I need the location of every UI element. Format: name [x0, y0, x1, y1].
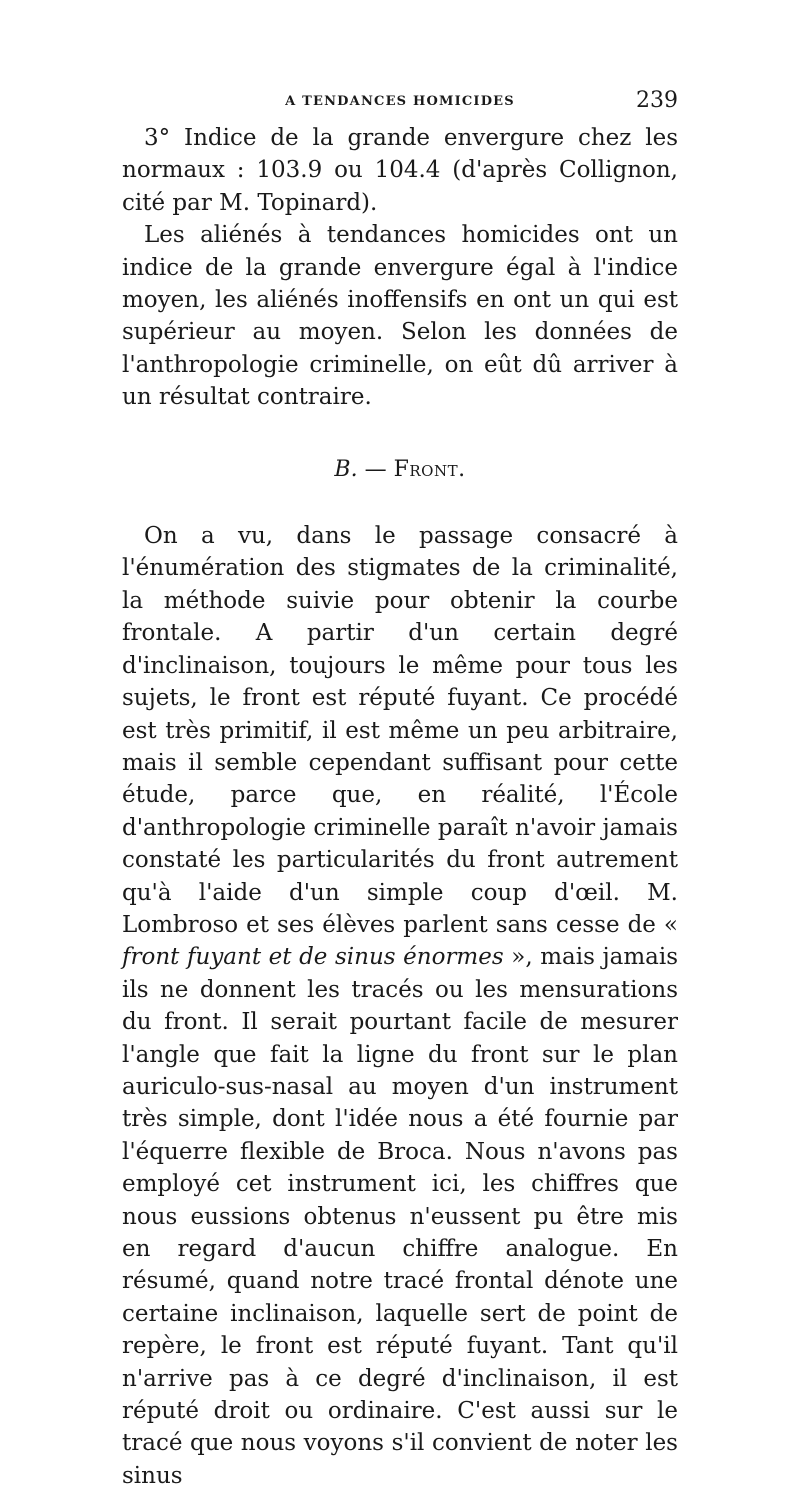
paragraph-front-part1: On a vu, dans le passage consacré à l'énumération des stigmates de la criminalité, la méthode suivie pour obtenir la courbe frontale. A partir d'un certain degré d'inclinaison, toujours le même pour tous les sujets, le front est réputé fuyant. Ce procédé est très primitif, il est même un peu arbitraire, mais il semble cependant suffisant pour cette étude, parce que, en réalité, l'École d'anthropologie criminelle paraît n'avoir jamais constaté les particularités du front autrement qu'à l'aide d'un simple coup d'œil. M. Lombroso et ses élèves parlent sans cesse de «	[122, 523, 678, 938]
running-title: A TENDANCES HOMICIDES	[285, 94, 515, 109]
page-number: 239	[636, 88, 678, 113]
running-head	[122, 88, 678, 118]
paragraph-front	[122, 520, 678, 1492]
paragraph-normal-index: 3° Indice de la grande envergure chez les normaux : 103.9 ou 104.4 (d'après Collignon, cité par M. Topinard).	[122, 125, 678, 216]
body-text	[122, 122, 678, 1492]
section-letter: B.	[334, 456, 358, 482]
paragraph-front-part2: », mais jamais ils ne donnent les tracés ou les mensurations du front. Il serait pourtant facile de mesurer l'angle que fait la ligne du front sur le plan auriculo-sus-nasal au moyen d'un instrument très simple, dont l'idée nous a été fournie par l'équerre flexible de Broca. Nous n'avons pas employé cet instrument ici, les chiffres que nous eussions obtenus n'eussent pu être mis en regard d'aucun chiffre analogue. En résumé, quand notre tracé frontal dénote une certaine inclinaison, laquelle sert de point de repère, le front est réputé fuyant. Tant qu'il n'arrive pas à ce degré d'inclinaison, il est réputé droit ou ordinaire. C'est aussi sur le tracé que nous voyons s'il convient de noter les sinus	[122, 944, 678, 1489]
section-title: Front.	[393, 456, 466, 482]
section-dash: —	[357, 456, 394, 482]
section-heading	[122, 454, 678, 486]
paragraph-alienes-index: Les aliénés à tendances homicides ont un indice de la grande envergure égal à l'indice moyen, les aliénés inoffensifs en ont un qui est supérieur au moyen. Selon les données de l'anthropologie criminelle, on eût dû arriver à un résultat contraire.	[122, 222, 678, 411]
paragraph-front-italic: front fuyant et de sinus énormes	[122, 944, 504, 971]
